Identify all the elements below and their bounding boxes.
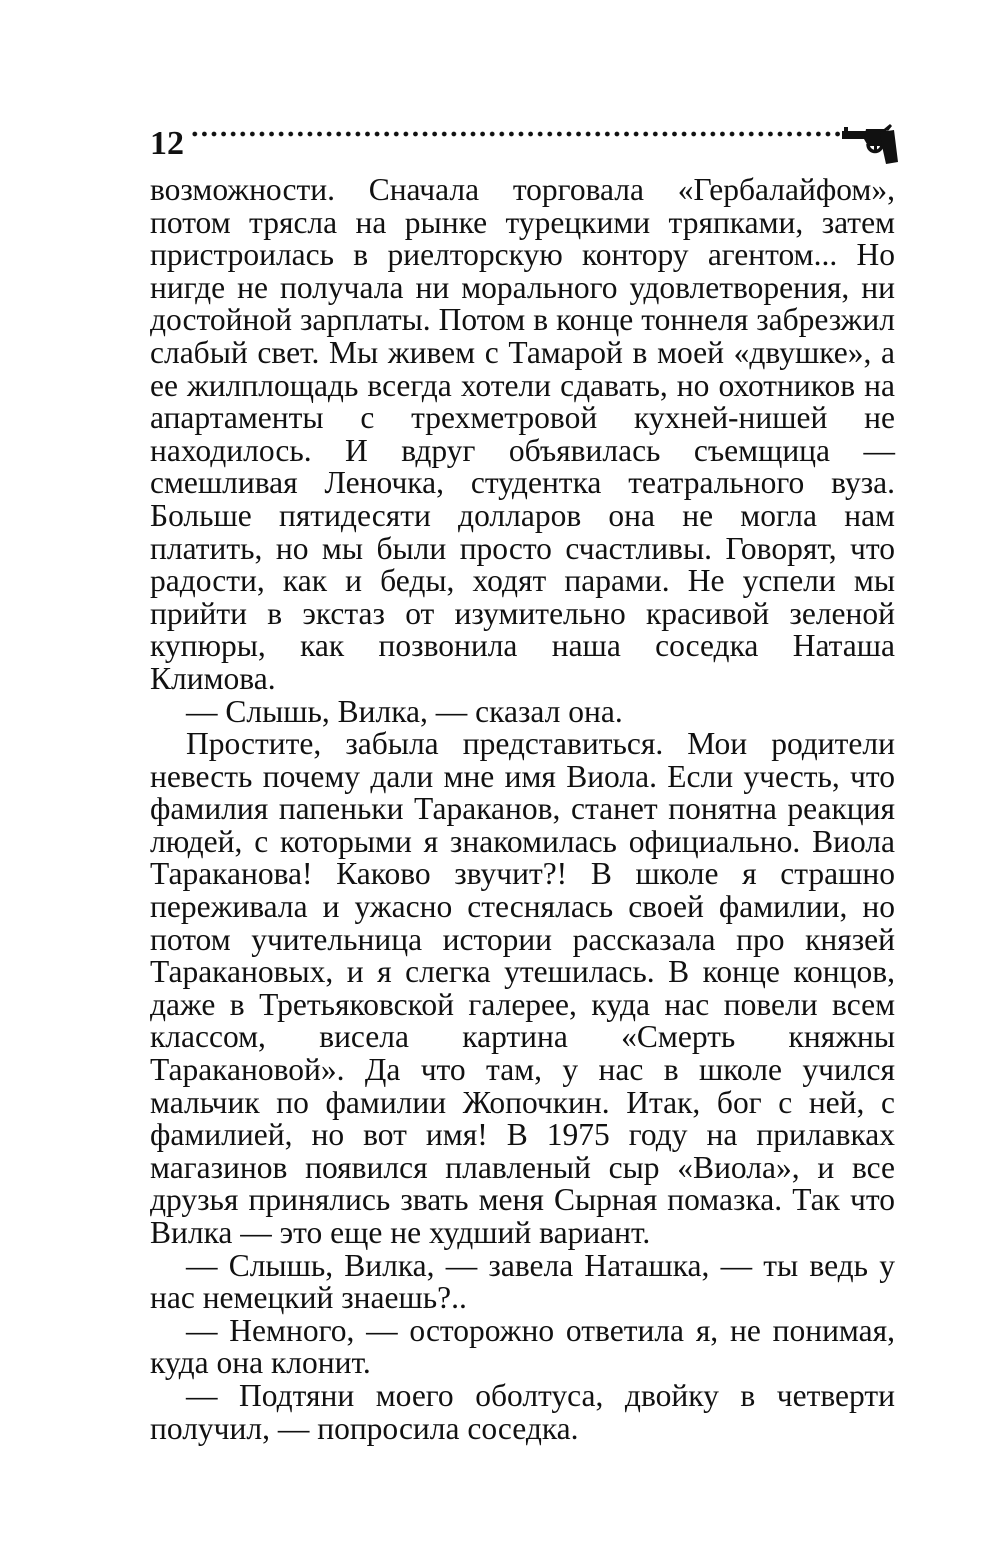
paragraph: возможности. Сначала торговала «Гербалайфом», потом трясла на рынке турецкими тряпками, затем пристроилась в риелторскую контору агентом... Но нигде не получала ни морального удовлетворения, ни достойной зарплаты. Потом в конце тоннеля забрезжил слабый свет. Мы живем с Тамарой в моей «двушке», а ее жилплощадь всегда хотели сдавать, но охотников на апартаменты с трехметровой кухней-нишей не находилось. И вдруг объявилась съемщица — смешливая Леночка, студентка театрального вуза. Больше пятидесяти долларов она не могла нам платить, но мы были просто счастливы. Говорят, что радости, как и беды, ходят парами. Не успели мы прийти в экстаз от изумительно красивой зеленой купюры, как позвонила наша соседка Наташа Климова. bbox=[150, 172, 895, 696]
dot-leader bbox=[190, 130, 862, 138]
revolver-icon bbox=[842, 122, 898, 166]
paragraph: — Слышь, Вилка, — сказал она. bbox=[186, 693, 623, 729]
paragraph: — Подтяни моего оболтуса, двойку в четверти получил, — попросила соседка. bbox=[150, 1377, 895, 1446]
body-text bbox=[150, 174, 895, 1445]
page-number: 12 bbox=[150, 125, 184, 162]
paragraph: — Немного, — осторожно ответила я, не понимая, куда она клонит. bbox=[150, 1312, 895, 1381]
running-header bbox=[150, 118, 898, 168]
paragraph: — Слышь, Вилка, — завела Наташка, — ты ведь у нас немецкий знаешь?.. bbox=[150, 1247, 895, 1316]
paragraph: Простите, забыла представиться. Мои родители невесть почему дали мне имя Виола. Если учесть, что фамилия папеньки Тараканов, станет понятна реакция людей, с которыми я знакомилась официально. Виола Тараканова! Каково звучит?! В школе я страшно переживала и ужасно стеснялась своей фамилии, но потом учительница истории рассказала про князей Таракановых, и я слегка утешилась. В конце концов, даже в Третьяковской галерее, куда нас повели всем классом, висела картина «Смерть княжны Таракановой». Да что там, у нас в школе учился мальчик по фамилии Жопочкин. Итак, бог с ней, с фамилией, но вот имя! В 1975 году на прилавках магазинов появился плавленый сыр «Виола», и все друзья принялись звать меня Сырная помазка. Так что Вилка — это еще не худший вариант. bbox=[150, 726, 895, 1250]
